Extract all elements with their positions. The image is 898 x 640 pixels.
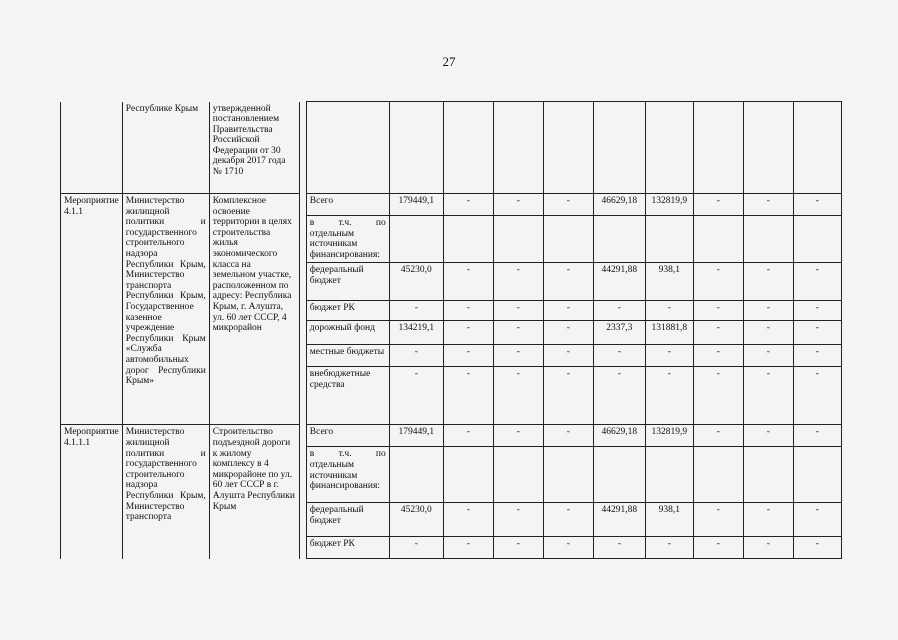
funding-value: - [793, 194, 841, 216]
funding-table [60, 101, 842, 559]
funding-value: - [645, 367, 693, 425]
funding-value: 938,1 [645, 503, 693, 537]
funding-value [743, 216, 793, 263]
basis-cell: утвержденной постановлением Правительства Российской Федерации от 30 декабря 2017 года № 1710 [209, 102, 299, 194]
funding-value: - [443, 345, 493, 367]
funding-value: - [693, 367, 743, 425]
funding-value: 44291,88 [593, 263, 645, 301]
funding-value: 132819,9 [645, 194, 693, 216]
funding-value: 131881,8 [645, 321, 693, 345]
funding-value: - [593, 345, 645, 367]
event-description: Комплексное освоение территории в целях строительства жилья экономического класса на земельном участке, расположенном по адресу: Республика Крым, г. Алушта, ул. 60 лет СССР, 4 микрорайон [209, 194, 299, 425]
funding-value: - [493, 263, 543, 301]
executor-name: Министерство жилищной политики и государственного строительного надзора Республики Крым, Министерство транспорта Республики Крым, Государственное казенное учреждение Республики Крым «Служба автомобильных дорог Республики Крым» [122, 194, 209, 425]
funding-value: 179449,1 [389, 194, 443, 216]
funding-value: - [693, 537, 743, 559]
funding-value [543, 216, 593, 263]
executor-name: Министерство жилищной политики и государственного строительного надзора Республики Крым, Министерство транспорта [122, 425, 209, 559]
funding-value: - [593, 301, 645, 321]
funding-value [389, 447, 443, 503]
funding-value: - [743, 503, 793, 537]
table-row [61, 194, 842, 216]
funding-value: - [693, 301, 743, 321]
funding-value: 46629,18 [593, 425, 645, 447]
funding-value: - [743, 194, 793, 216]
funding-value: 44291,88 [593, 503, 645, 537]
funding-value: - [543, 263, 593, 301]
funding-value: - [389, 345, 443, 367]
funding-value: - [443, 425, 493, 447]
funding-source: бюджет РК [306, 537, 389, 559]
funding-value: - [693, 503, 743, 537]
funding-value: - [743, 345, 793, 367]
funding-value [543, 447, 593, 503]
funding-value: - [493, 367, 543, 425]
funding-value: 45230,0 [389, 503, 443, 537]
funding-source: федеральный бюджет [306, 503, 389, 537]
funding-value: 45230,0 [389, 263, 443, 301]
page-number: 27 [442, 54, 456, 69]
funding-value: - [443, 367, 493, 425]
funding-value [693, 447, 743, 503]
funding-value: - [743, 537, 793, 559]
funding-source: дорожный фонд [306, 321, 389, 345]
funding-value: - [443, 301, 493, 321]
funding-value [493, 216, 543, 263]
funding-value: 132819,9 [645, 425, 693, 447]
funding-source: федеральный бюджет [306, 263, 389, 301]
funding-value: - [793, 301, 841, 321]
funding-value: - [543, 425, 593, 447]
funding-value [793, 216, 841, 263]
funding-value [645, 447, 693, 503]
event-cell [61, 102, 123, 194]
funding-value: - [543, 301, 593, 321]
funding-value: - [743, 425, 793, 447]
funding-value [443, 447, 493, 503]
funding-value: 2337,3 [593, 321, 645, 345]
funding-source: бюджет РК [306, 301, 389, 321]
funding-source: местные бюджеты [306, 345, 389, 367]
funding-value: - [793, 263, 841, 301]
funding-value: - [793, 503, 841, 537]
funding-value: - [793, 537, 841, 559]
funding-value: - [693, 263, 743, 301]
executor-cell: Республике Крым [122, 102, 209, 194]
funding-value: - [645, 537, 693, 559]
funding-value [743, 447, 793, 503]
funding-value [443, 216, 493, 263]
funding-value: - [743, 263, 793, 301]
funding-value: - [543, 321, 593, 345]
funding-value: - [793, 321, 841, 345]
funding-value [593, 216, 645, 263]
funding-source: Всего [306, 194, 389, 216]
funding-value: - [493, 321, 543, 345]
event-name: Мероприятие 4.1.1.1 [61, 425, 123, 559]
funding-value: - [543, 503, 593, 537]
funding-value: - [793, 425, 841, 447]
funding-value: - [693, 194, 743, 216]
funding-value: - [793, 367, 841, 425]
funding-value: - [493, 503, 543, 537]
event-description: Строительство подъездной дороги к жилому комплексу в 4 микрорайоне по ул. 60 лет СССР в г. Алушта Республики Крым [209, 425, 299, 559]
funding-value: - [645, 301, 693, 321]
funding-value: - [543, 194, 593, 216]
funding-value: - [389, 367, 443, 425]
funding-value: 46629,18 [593, 194, 645, 216]
event-name: Мероприятие 4.1.1 [61, 194, 123, 425]
funding-value: - [593, 367, 645, 425]
funding-value: - [493, 345, 543, 367]
funding-value: 938,1 [645, 263, 693, 301]
funding-value: - [493, 537, 543, 559]
funding-value: - [443, 263, 493, 301]
funding-value: - [693, 425, 743, 447]
table-row [61, 102, 842, 194]
funding-value: - [493, 425, 543, 447]
funding-value: - [443, 194, 493, 216]
funding-value [389, 216, 443, 263]
funding-value: - [493, 194, 543, 216]
funding-value: - [543, 367, 593, 425]
funding-value [593, 447, 645, 503]
funding-value: - [443, 537, 493, 559]
funding-value: - [693, 345, 743, 367]
funding-value: 179449,1 [389, 425, 443, 447]
funding-value: - [443, 503, 493, 537]
table-row [61, 425, 842, 447]
funding-value [645, 216, 693, 263]
funding-value: - [743, 301, 793, 321]
funding-value: - [389, 301, 443, 321]
funding-value: - [645, 345, 693, 367]
funding-value: - [543, 537, 593, 559]
funding-value [793, 447, 841, 503]
funding-value: - [443, 321, 493, 345]
funding-source: Всего [306, 425, 389, 447]
funding-value: - [389, 537, 443, 559]
funding-value: - [593, 537, 645, 559]
funding-value: 134219,1 [389, 321, 443, 345]
funding-value: - [693, 321, 743, 345]
funding-value [493, 447, 543, 503]
funding-value: - [743, 367, 793, 425]
funding-source: в т.ч. по отдельным источникам финансирования: [306, 216, 389, 263]
funding-value: - [493, 301, 543, 321]
funding-value: - [743, 321, 793, 345]
funding-value [693, 216, 743, 263]
source-cell [306, 102, 389, 194]
funding-source: в т.ч. по отдельным источникам финансирования: [306, 447, 389, 503]
funding-source: внебюджетные средства [306, 367, 389, 425]
funding-value: - [793, 345, 841, 367]
funding-value: - [543, 345, 593, 367]
